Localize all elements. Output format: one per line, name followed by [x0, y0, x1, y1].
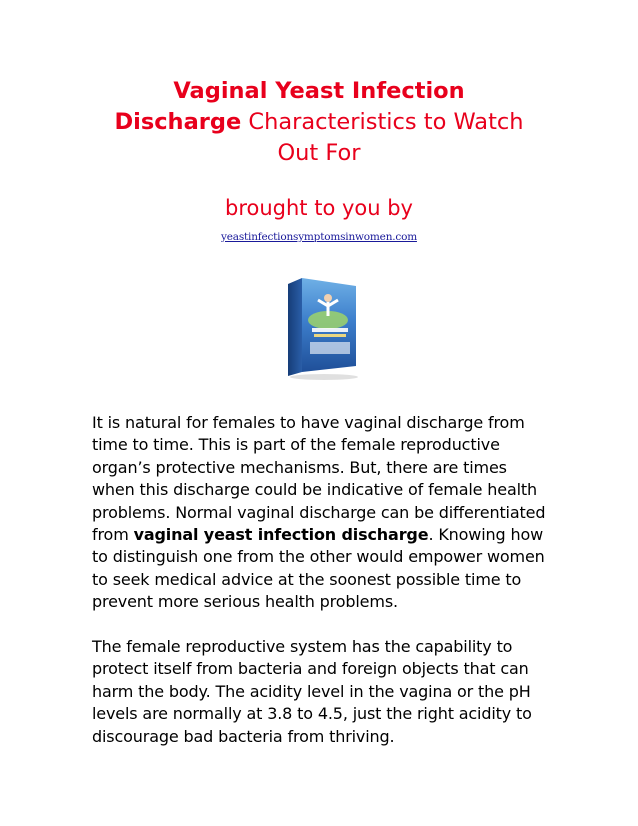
site-link[interactable]: yeastinfectionsymptomsinwomen.com	[221, 231, 417, 243]
paragraph-2: The female reproductive system has the capability to protect itself from bacteria and foreign objects that can harm the body. The acidity level in the vagina or the pH levels are normally at 3.8 to 4.5, just the right acidity to discourage bad bacteria from thriving.	[92, 637, 532, 746]
title-bold-word: Discharge	[114, 109, 242, 135]
ebook-cover-image	[282, 276, 364, 382]
title-line-1: Vaginal Yeast Infection	[173, 78, 465, 104]
document-title	[60, 76, 578, 169]
paragraph-1-bold: vaginal yeast infection discharge	[133, 525, 429, 545]
paragraph-1-part-1: It is natural for females to have vaginal discharge from time to time. This is part of the female reproductive organ’s protective mechanisms. But, there are times when this discharge could be indicative of female health problems. Normal vaginal discharge can be differentiated from	[92, 413, 546, 545]
body-text	[92, 412, 552, 770]
title-line-2	[60, 107, 578, 138]
title-line-3: Out For	[277, 140, 361, 166]
paragraph-1-part-2: . Knowing how to distinguish one from the other would empower women to seek medical advice at the soonest possible time to prevent more serious health problems.	[92, 525, 545, 612]
byline: brought to you by	[225, 196, 413, 220]
paragraph-1	[92, 412, 552, 614]
ebook-icon	[282, 276, 364, 382]
title-line-2-rest: Characteristics to Watch	[241, 109, 524, 135]
